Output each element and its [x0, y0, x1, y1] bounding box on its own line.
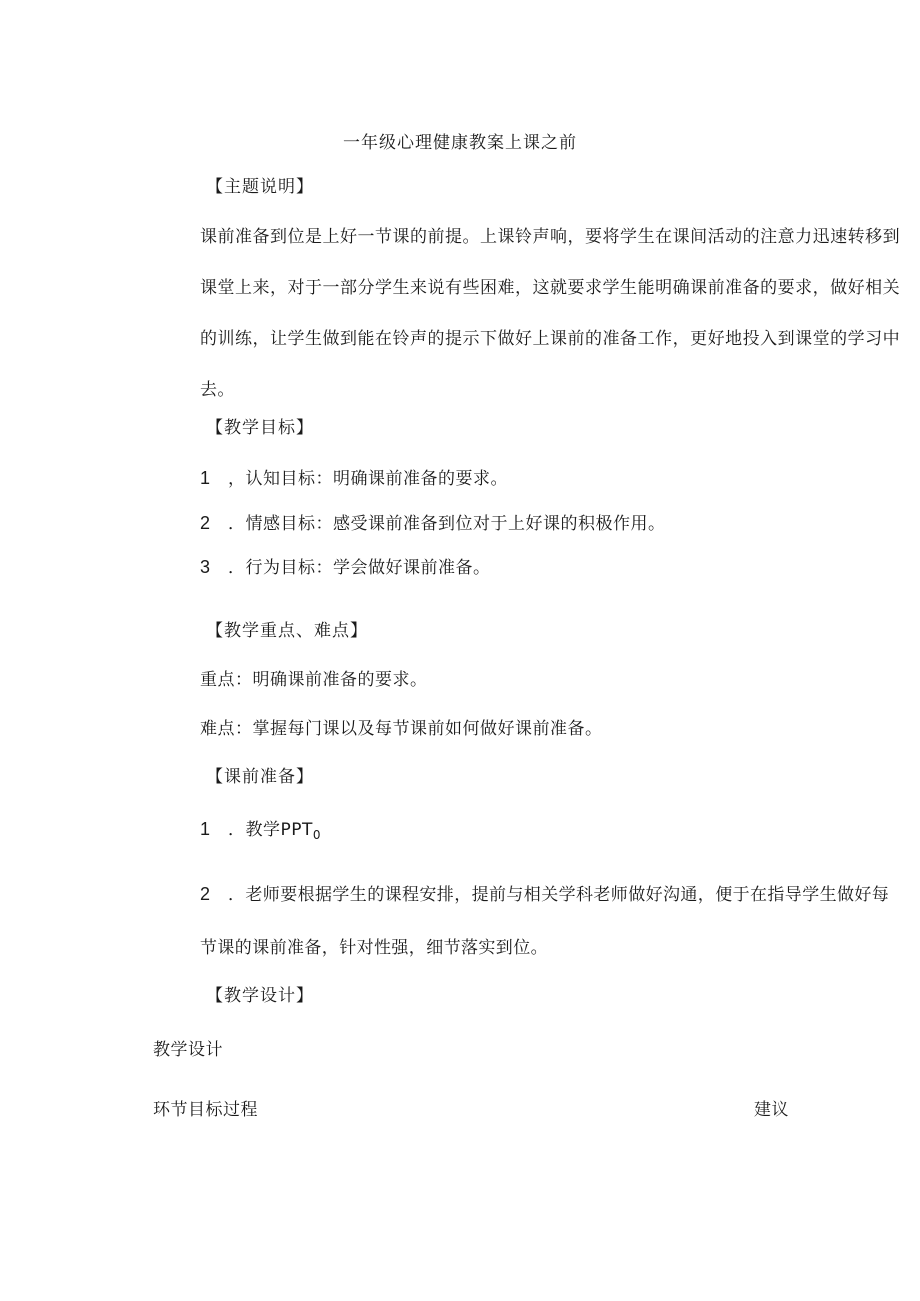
table-header-right: 建议	[754, 1100, 789, 1120]
prep-item-1	[200, 815, 321, 842]
goal-number: 2	[200, 513, 211, 533]
goal-text: ．行为目标：学会做好课前准备。	[228, 558, 491, 578]
goal-item-2	[200, 509, 666, 534]
prep-number: 2	[200, 884, 211, 904]
key-point: 重点：明确课前准备的要求。	[200, 670, 428, 690]
prep-heading: 【课前准备】	[206, 767, 314, 787]
goal-text: ．情感目标：感受课前准备到位对于上好课的积极作用。	[228, 514, 666, 534]
prep-text: ．老师要根据学生的课程安排，提前与相关学科老师做好沟通，便于在指导学生做好每节课的课前准备，针对性强，细节落实到位。	[200, 885, 890, 958]
prep-number: 1	[200, 819, 211, 839]
prep-subscript: 0	[312, 828, 322, 842]
theme-paragraph: 课前准备到位是上好一节课的前提。上课铃声响，要将学生在课间活动的注意力迅速转移到课堂上来，对于一部分学生来说有些困难，这就要求学生能明确课前准备的要求，做好相关的训练，让学生做到能在铃声的提示下做好上课前的准备工作，更好地投入到课堂的学习中去。	[200, 227, 900, 400]
goal-number: 1	[200, 468, 211, 488]
design-label: 教学设计	[153, 1040, 223, 1060]
goal-number: 3	[200, 557, 211, 577]
table-header-left: 环节目标过程	[153, 1100, 258, 1120]
design-heading: 【教学设计】	[206, 986, 314, 1006]
goal-text: ，认知目标：明确课前准备的要求。	[228, 469, 508, 489]
prep-item-2	[200, 868, 900, 975]
theme-heading: 【主题说明】	[206, 177, 314, 197]
difficult-point: 难点：掌握每门课以及每节课前如何做好课前准备。	[200, 719, 603, 739]
document-title: 一年级心理健康教案上课之前	[343, 133, 577, 153]
goal-item-3	[200, 553, 491, 578]
prep-text: ．教学PPT	[228, 820, 313, 840]
key-difficult-heading: 【教学重点、难点】	[206, 621, 368, 641]
goal-item-1	[200, 464, 508, 489]
goals-heading: 【教学目标】	[206, 418, 314, 438]
